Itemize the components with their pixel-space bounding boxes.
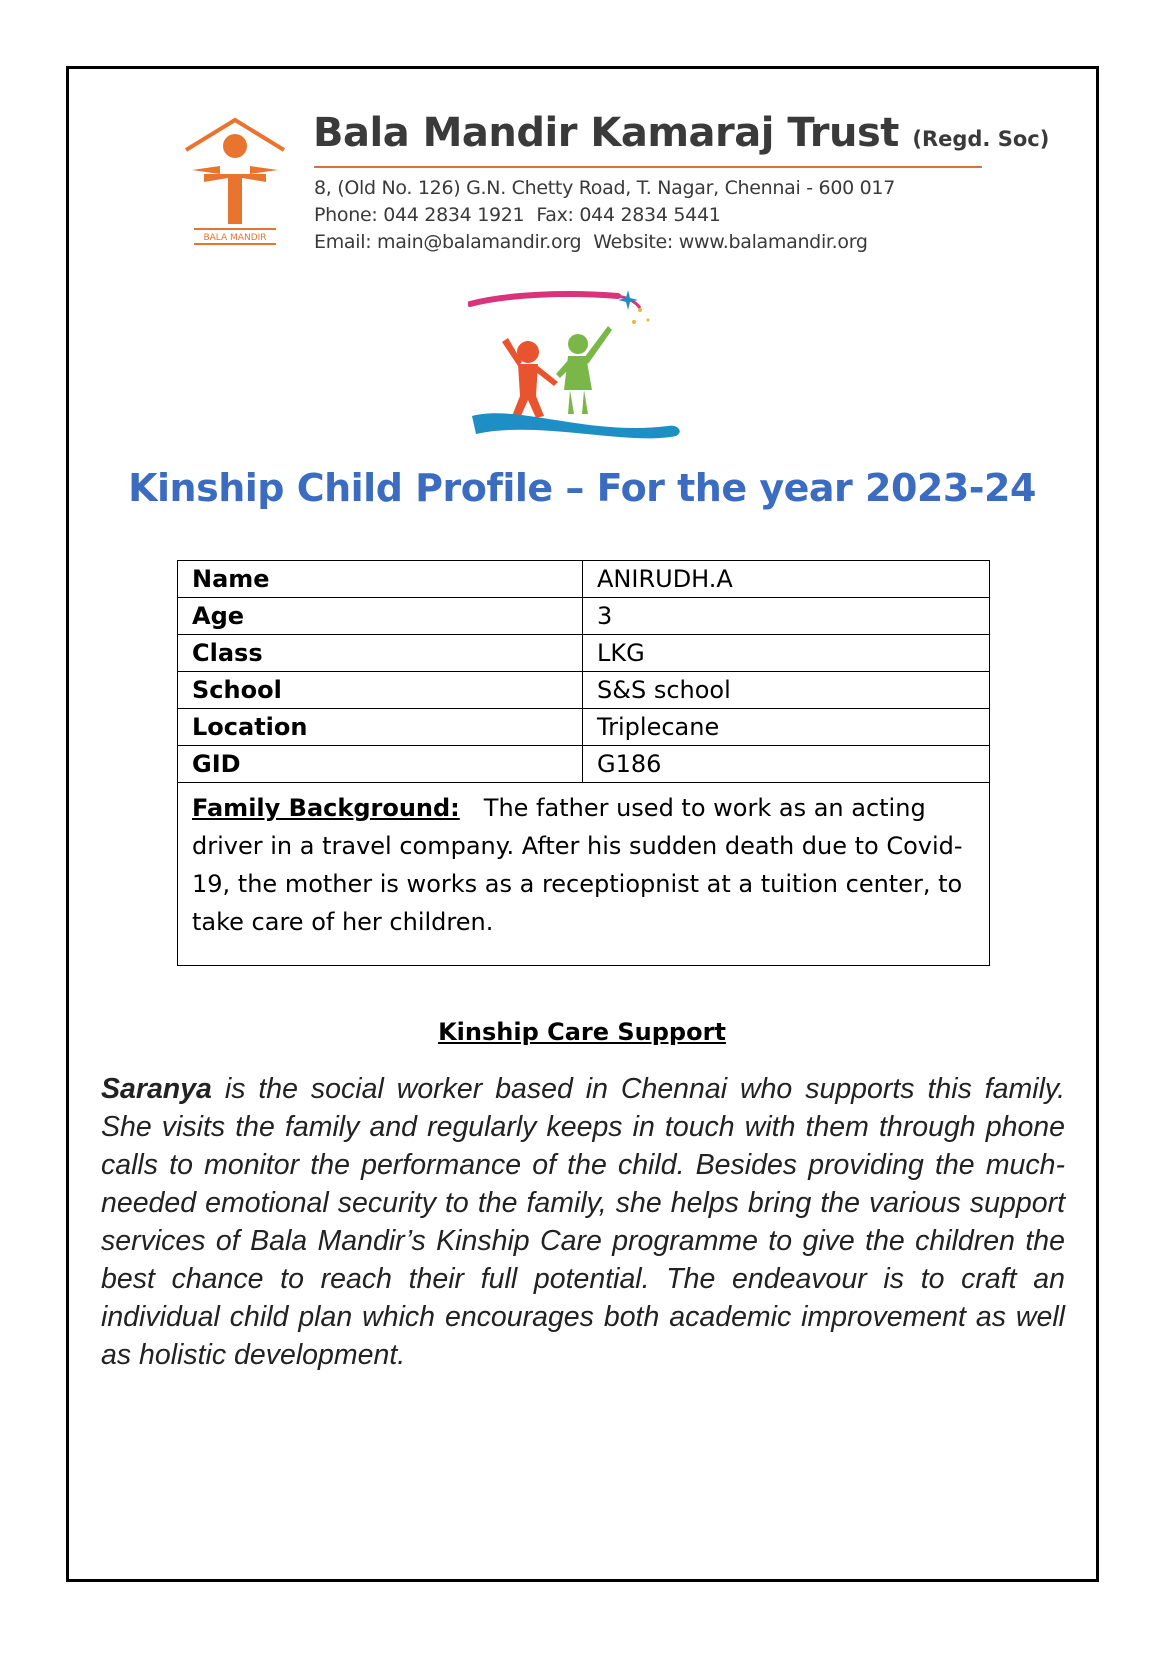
bala-mandir-logo [182,116,288,252]
org-email-website [314,231,868,253]
family-background-text: The father used to work as an acting driver in a travel company. After his sudden death due to Covid-19, the mother is works as a receptiopnist at a tuition center, to take care of her children. [192,794,963,936]
org-registration: (Regd. Soc) [912,127,1050,151]
field-value-name: ANIRUDH.A [583,561,990,598]
field-label-school: School [178,672,583,709]
family-background-cell [178,783,990,966]
family-background-label: Family Background: [192,794,460,822]
logo-caption: BALA MANDIR [203,233,267,243]
table-row [178,672,990,709]
table-row [178,635,990,672]
child-profile-table [177,560,990,966]
letterhead-rule [314,166,982,168]
field-label-location: Location [178,709,583,746]
social-worker-name: Saranya [101,1073,212,1105]
support-text: is the social worker based in Chennai who supports this family. She visits the family and regularly keeps in touch with them through phone calls to monitor the performance of the child. Besides providing the much-needed emotional security to the family, she helps bring the various support services of Bala Mandir’s Kinship Care programme to give the children the best chance to reach their full potential. The endeavour is to craft an individual child plan which encourages both academic improvement as well as holistic development. [101,1073,1065,1371]
org-website: Website: www.balamandir.org [593,231,868,253]
field-value-class: LKG [583,635,990,672]
table-row [178,598,990,635]
kinship-children-illustration [468,286,690,450]
document-title: Kinship Child Profile – For the year 2023-24 [128,466,1036,510]
table-row [178,783,990,966]
field-value-school: S&S school [583,672,990,709]
org-email: Email: main@balamandir.org [314,231,582,253]
support-heading: Kinship Care Support [438,1018,726,1046]
table-row [178,746,990,783]
support-paragraph [101,1070,1065,1374]
field-label-name: Name [178,561,583,598]
field-value-gid: G186 [583,746,990,783]
org-address: 8, (Old No. 126) G.N. Chetty Road, T. Nagar, Chennai - 600 017 [314,177,895,199]
org-phone-fax [314,204,721,226]
org-phone: Phone: 044 2834 1921 [314,204,525,226]
field-value-location: Triplecane [583,709,990,746]
table-row [178,561,990,598]
field-label-class: Class [178,635,583,672]
org-fax: Fax: 044 2834 5441 [536,204,721,226]
star-icon [618,290,638,310]
table-row [178,709,990,746]
field-label-gid: GID [178,746,583,783]
org-name: Bala Mandir Kamaraj Trust (Regd. Soc) [313,110,1050,156]
field-label-age: Age [178,598,583,635]
field-value-age: 3 [583,598,990,635]
